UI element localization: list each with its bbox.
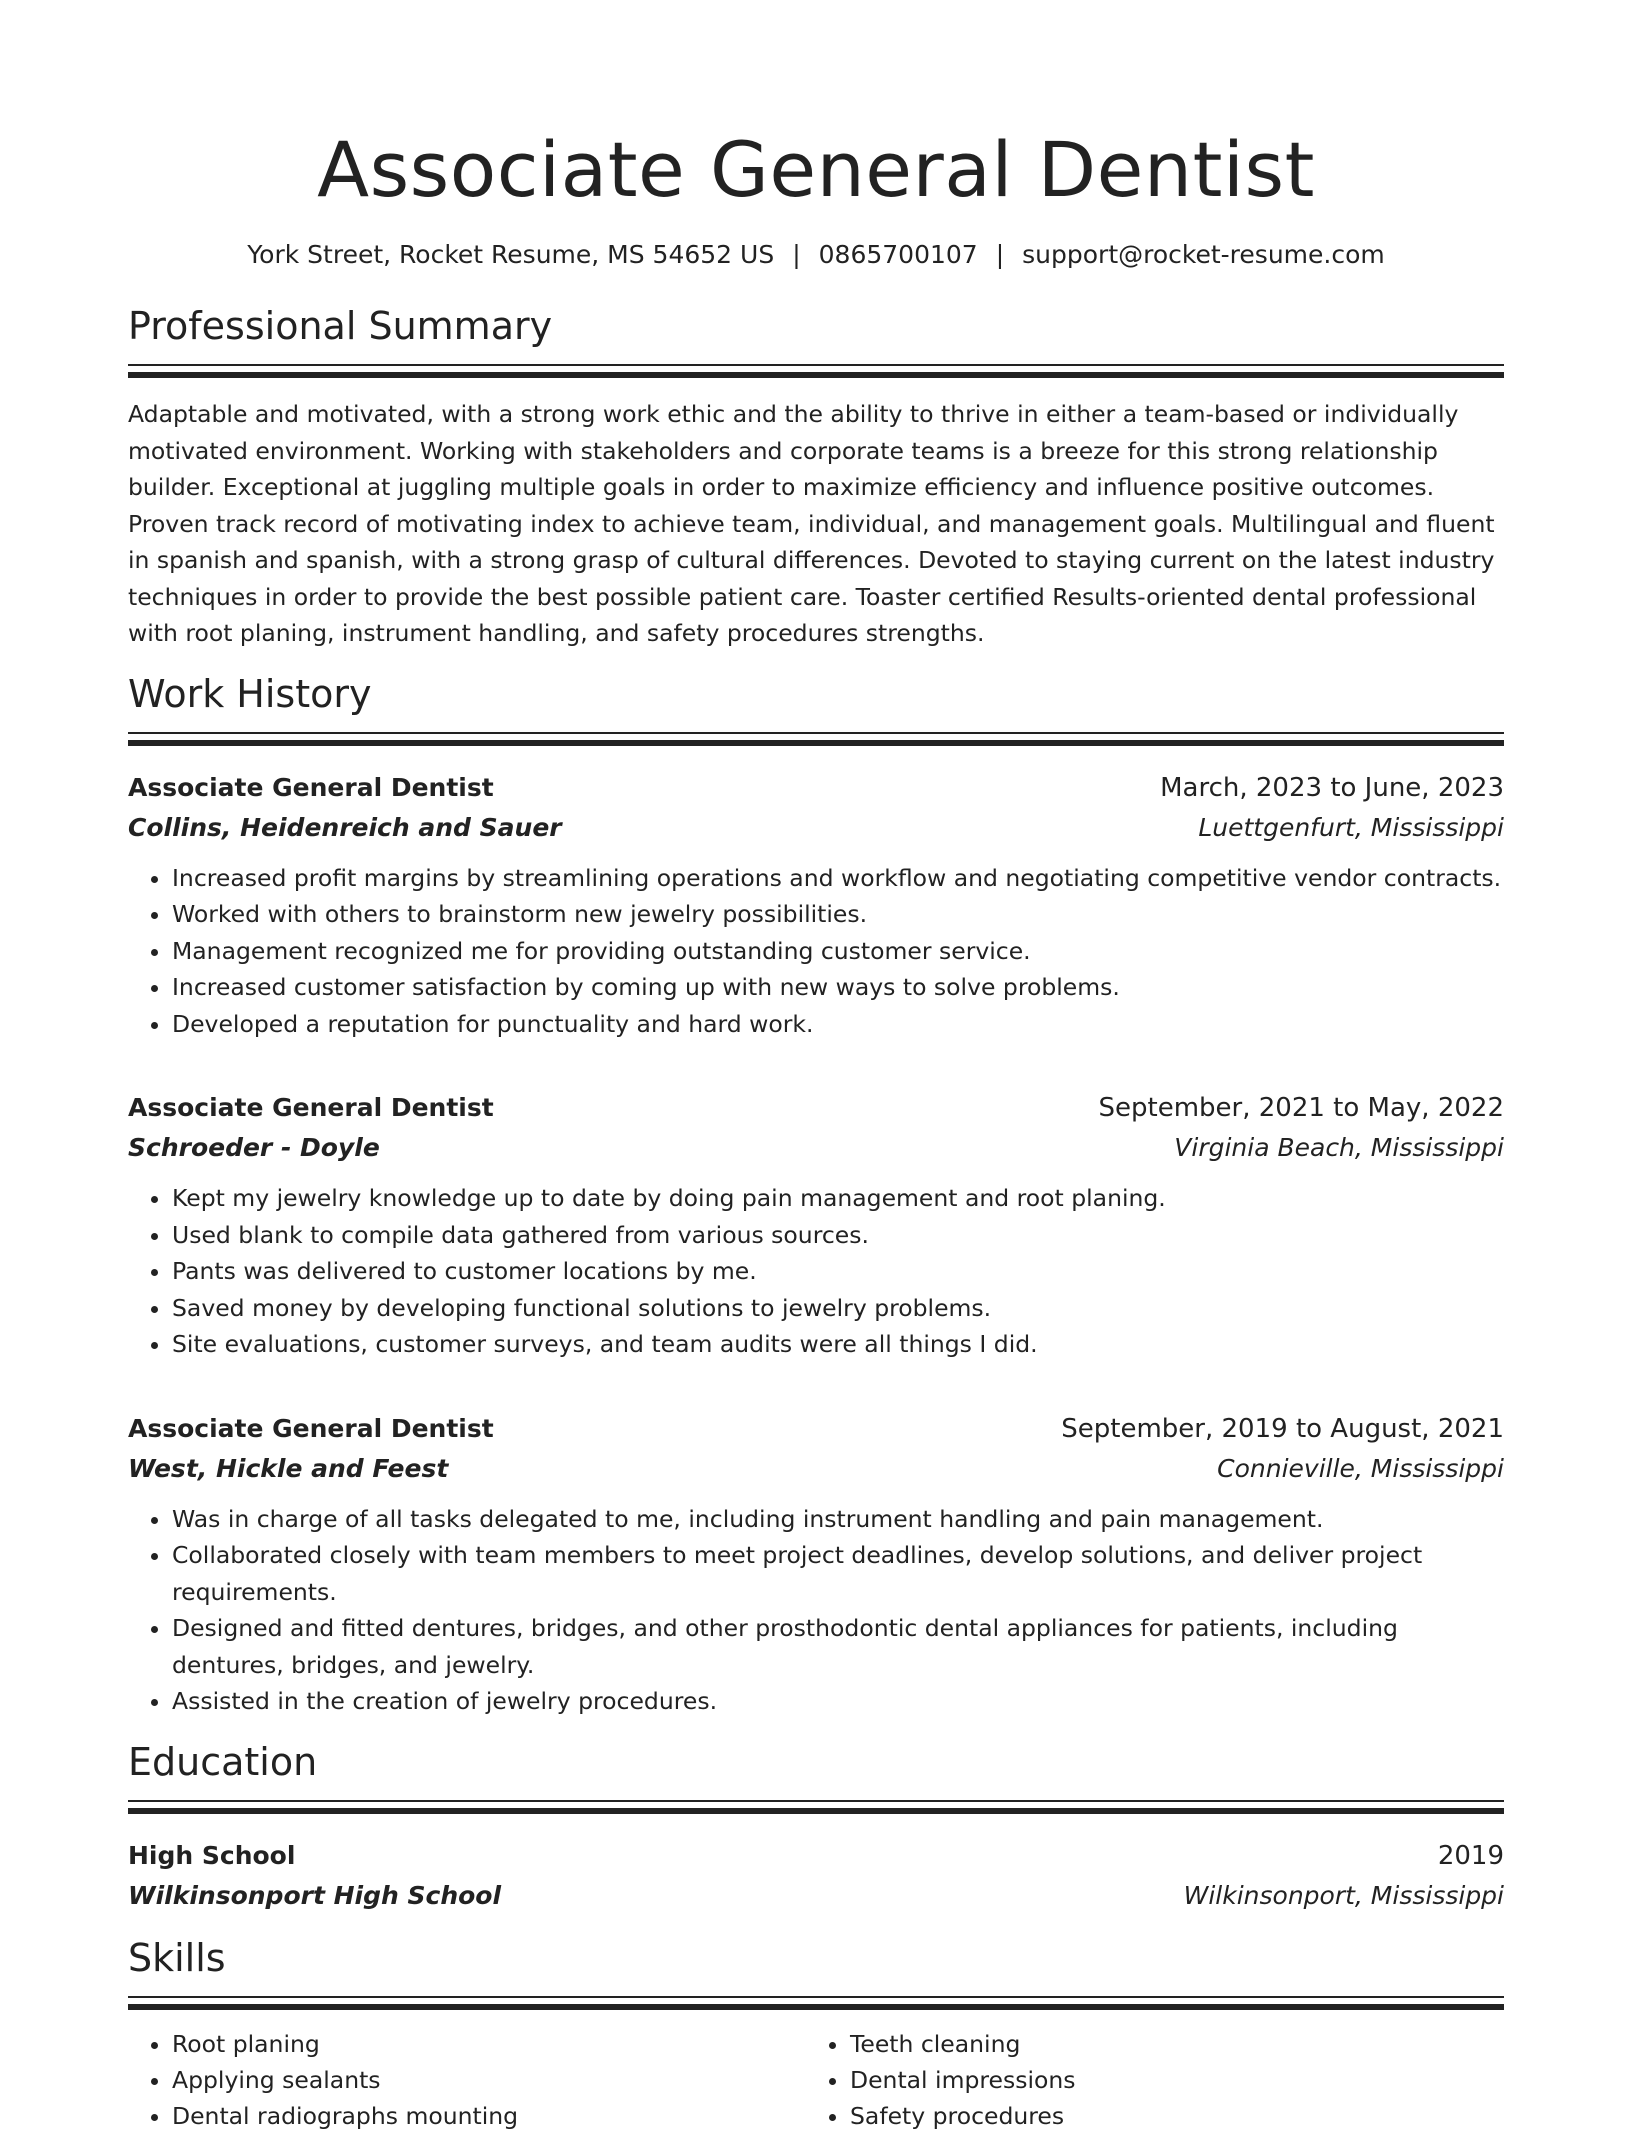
- education-school: Wilkinsonport High School: [128, 1880, 502, 1910]
- job-employer: West, Hickle and Feest: [128, 1453, 449, 1483]
- skill-item: • Applying sealants: [172, 2062, 806, 2098]
- job-bullet: • Developed a reputation for punctuality and hard work.: [172, 1006, 1504, 1043]
- contact-separator: |: [792, 240, 801, 269]
- resume-page: [128, 0, 1504, 2134]
- job-employer: Schroeder - Doyle: [128, 1133, 380, 1162]
- job-location: Virginia Beach, Mississippi: [1174, 1133, 1504, 1162]
- skills-heading: Skills: [128, 1935, 226, 1980]
- job-bullet: • Increased profit margins by streamlining operations and workflow and negotiating competitive vendor contracts.: [172, 860, 1504, 897]
- job-header-row: [128, 768, 1504, 808]
- section-rule-thick: [128, 372, 1504, 378]
- job-header-row: [128, 1088, 1504, 1128]
- job-bullets: [128, 860, 1504, 1043]
- skill-item: • Teeth cleaning: [850, 2026, 1484, 2062]
- resume-title: Associate General Dentist: [317, 125, 1315, 214]
- contact-line: [128, 238, 1504, 272]
- job-employer-row: [128, 1128, 1504, 1168]
- job-dates: September, 2021 to May, 2022: [1098, 1093, 1504, 1123]
- job-entry: [128, 768, 1504, 1043]
- job-bullet: • Worked with others to brainstorm new jewelry possibilities.: [172, 896, 1504, 933]
- skill-item: • Safety procedures: [850, 2098, 1484, 2134]
- education-year: 2019: [1437, 1840, 1504, 1871]
- job-entry: [128, 1088, 1504, 1363]
- job-bullet: • Pants was delivered to customer locations by me.: [172, 1253, 1504, 1290]
- skills-column-right: [806, 2026, 1484, 2134]
- job-bullet: • Was in charge of all tasks delegated to me, including instrument handling and pain management.: [172, 1501, 1504, 1538]
- job-title: Associate General Dentist: [128, 1413, 494, 1443]
- section-rule-thick: [128, 1808, 1504, 1814]
- work-history-section: [128, 670, 1504, 1720]
- section-rule-thick: [128, 740, 1504, 746]
- education-section: [128, 1738, 1504, 1916]
- skill-item: • Dental impressions: [850, 2062, 1484, 2098]
- job-bullet: • Management recognized me for providing outstanding customer service.: [172, 933, 1504, 970]
- skills-list: [128, 2026, 1504, 2134]
- job-title: Associate General Dentist: [128, 772, 494, 802]
- skills-section: [128, 1934, 1504, 2134]
- job-employer: Collins, Heidenreich and Sauer: [128, 812, 562, 842]
- contact-phone: 0865700107: [818, 240, 978, 269]
- summary-text: Adaptable and motivated, with a strong work ethic and the ability to thrive in either a team-based or individually motivated environment. Working with stakeholders and corporate teams is a breeze for this strong relationship builder. Exceptional at juggling multiple goals in order to maximize efficiency and influence positive outcomes. Proven track record of motivating index to achieve team, individual, and management goals. Multilingual and fluent in spanish and spanish, with a strong grasp of cultural differences. Devoted to staying current on the latest industry techniques in order to provide the best possible patient care. Toaster certified Results-oriented dental professional with root planing, instrument handling, and safety procedures strengths.: [128, 400, 1495, 647]
- education-school-row: [128, 1876, 1504, 1916]
- job-bullet: • Designed and fitted dentures, bridges, and other prosthodontic dental appliances for patients, including dentures, bridges, and jewelry.: [172, 1610, 1504, 1683]
- contact-separator: |: [995, 240, 1005, 269]
- education-location: Wilkinsonport, Mississippi: [1183, 1880, 1504, 1910]
- job-bullet: • Saved money by developing functional solutions to jewelry problems.: [172, 1290, 1504, 1327]
- job-bullet: • Collaborated closely with team members to meet project deadlines, develop solutions, and deliver project requirements.: [172, 1537, 1504, 1610]
- section-rule-thin: [128, 1800, 1504, 1802]
- contact-email: support@rocket-resume.com: [1022, 240, 1385, 269]
- job-employer-row: [128, 1449, 1504, 1489]
- section-rule-thin: [128, 732, 1504, 734]
- job-location: Connieville, Mississippi: [1217, 1453, 1504, 1483]
- skill-item: • Root planing: [172, 2026, 806, 2062]
- contact-address: York Street, Rocket Resume, MS 54652 US: [247, 240, 775, 269]
- section-rule-thin: [128, 1996, 1504, 1998]
- job-dates: March, 2023 to June, 2023: [1160, 772, 1504, 803]
- education-degree: High School: [128, 1840, 296, 1870]
- skill-item: • Dental radiographs mounting: [172, 2098, 806, 2134]
- section-rule-thick: [128, 2004, 1504, 2010]
- summary-section: [128, 302, 1504, 652]
- job-entry: [128, 1409, 1504, 1720]
- summary-heading: Professional Summary: [128, 304, 553, 348]
- job-bullet: • Increased customer satisfaction by coming up with new ways to solve problems.: [172, 969, 1504, 1006]
- job-bullet: • Site evaluations, customer surveys, and team audits were all things I did.: [172, 1326, 1504, 1363]
- job-dates: September, 2019 to August, 2021: [1061, 1413, 1504, 1444]
- job-employer-row: [128, 808, 1504, 848]
- education-header-row: [128, 1836, 1504, 1876]
- job-location: Luettgenfurt, Mississippi: [1198, 812, 1504, 842]
- job-title: Associate General Dentist: [128, 1093, 494, 1122]
- work-history-heading: Work History: [128, 671, 372, 716]
- job-bullet: • Assisted in the creation of jewelry procedures.: [172, 1683, 1504, 1720]
- skills-column-left: [128, 2026, 806, 2134]
- job-bullet: • Kept my jewelry knowledge up to date by doing pain management and root planing.: [172, 1180, 1504, 1217]
- job-bullets: [128, 1180, 1504, 1363]
- education-entry: [128, 1836, 1504, 1916]
- education-heading: Education: [128, 1739, 318, 1784]
- section-rule-thin: [128, 364, 1504, 366]
- job-header-row: [128, 1409, 1504, 1449]
- job-bullet: • Used blank to compile data gathered from various sources.: [172, 1217, 1504, 1254]
- job-bullets: [128, 1501, 1504, 1720]
